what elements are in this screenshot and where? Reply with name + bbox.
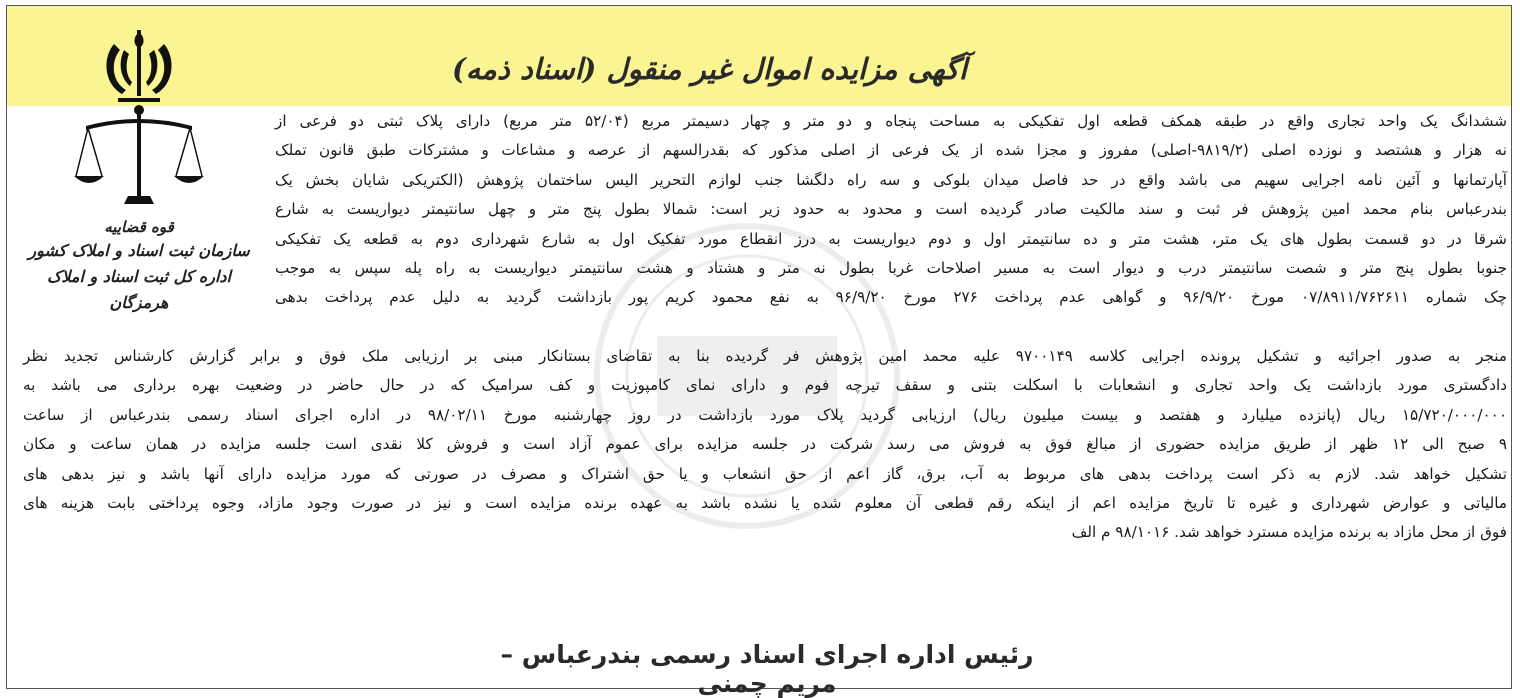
body-line: جنوبا بطول پنج متر و شصت سانتیمتر درب و دیوار است به مسیر اصلاحات غربا بطول نه متر و هشتاد و هشت سانتیمتر دیواریست به راه پله سپس به موجب [275,259,1507,278]
body-line: فوق از محل مازاد به برنده مزایده مسترد خواهد شد. ۹۸/۱۰۱۶ م الف [1071,523,1507,542]
emblem-block [19,16,259,316]
organization-line-1: قوه قضاییه [104,218,174,236]
notice-frame [6,5,1512,698]
notice-body-top [275,107,1507,313]
organization-line-3: اداره کل ثبت اسناد و املاک هرمزگان [47,267,231,312]
signature-line: رئیس اداره اجرای اسناد رسمی بندرعباس – مریم چمنی [500,640,1034,698]
body-line: آپارتمانها و آئین نامه اجرایی سهیم می باشد واقع در حد فاصل میدان بلوکی و سه راه دلگشا جنب لوازم التحریر الیس ساختمان پژوهش (الکتریکی شایان بخش یک [275,170,1507,189]
body-line: بندرعباس بنام محمد امین پژوهش فر ثبت و سند مالکیت صادر گردیده است و محدود به حدود زیر است: شمالا بطول پنج متر و چهل سانتیمتر دیواریست به شارع [275,200,1507,219]
body-line: منجر به صدور اجرائیه و تشکیل پرونده اجرایی کلاسه ۹۷۰۰۱۴۹ علیه محمد امین پژوهش فر گردیده بنا به تقاضای بستانکار مبنی بر ارزیابی ملک فوق و برابر گزارش کارشناس تجدید نظر [23,347,1507,365]
notice-title: آگهی مزایده اموال غیر منقول (اسناد ذمه) [452,52,967,86]
body-line: چک شماره ۰۷/۸۹۱۱/۷۶۲۶۱۱ مورخ ۹۶/۹/۲۰ و گواهی عدم پرداخت ۲۷۶ مورخ ۹۶/۹/۲۰ به نفع محمود کریم پور بازداشت گردید به دلیل عدم پرداخت بدهی [275,288,1508,307]
body-line: تشکیل خواهد شد. لازم به ذکر است پرداخت بدهی های مربوط به آب، برق، گاز اعم از حق انشعاب و یا حق اشتراک و مصرف در صورتی که مورد مزایده دارای آنها باشد و نیز بدهی های [23,464,1507,483]
body-line: مالیاتی و عوارض شهرداری و غیره تا تاریخ مزایده اعم از اینکه رقم قطعی آن معلوم شده یا نشده باشد به عهده برنده مزایده است و نیز در صورت وجود مازاد، وجوه پرداختی بابت هزینه های [23,494,1507,513]
notice-body-bottom [23,342,1507,548]
body-line: ششدانگ یک واحد تجاری واقع در طبقه همکف قطعه اول تفکیکی به مساحت پنجاه و دو متر و چهار دسیمتر مربع (۵۲/۰۴ متر مربع) دارای پلاک ثبتی دو فرعی از [275,112,1507,130]
judiciary-emblem-icon [74,26,204,216]
body-line: دادگستری مورد بازداشت یک واحد تجاری و انشعابات با اسکلت بتنی و سقف تیرچه فوم و دارای نمای کامپوزیت و کف سرامیک که در حال حاضر در وضعیت بهره برداری می باشد به [23,376,1507,395]
organization-name [19,216,259,316]
body-line: ۹ صبح الی ۱۲ ظهر از طریق مزایده حضوری از مبالغ فوق به فروش می رسد شرکت در جلسه مزایده برای عموم آزاد است و فروش کلا نقدی است جلسه مزایده در همان ساعت و مکان [23,435,1507,454]
organization-line-2: سازمان ثبت اسناد و املاک کشور [28,241,250,260]
body-line: شرقا در دو قسمت بطول های یک متر، هشت متر و ده سانتیمتر اول و دوم دیواریست به درز انقطاع مورد تفکیک اول به شارع شهرداری دوم به قطعه یک تفکیکی [275,229,1507,248]
body-line: نه هزار و هشتصد و نوزده اصلی (۹۸۱۹/۲-اصلی) مفروز و مجزا شده از یک فرعی از اصلی مذکور که بقدرالسهم از عرصه و مشاعات و مشترکات طبق قانون تملک [275,141,1507,160]
body-line: ۱۵/۷۲۰/۰۰۰/۰۰۰ ریال (پانزده میلیارد و هفتصد و بیست میلیون ریال) ارزیابی گردید پلاک مورد بازداشت در روز چهارشنبه مورخ ۹۸/۰۲/۱۱ در اداره اجرای اسناد رسمی بندرعباس از ساعت [23,405,1507,424]
